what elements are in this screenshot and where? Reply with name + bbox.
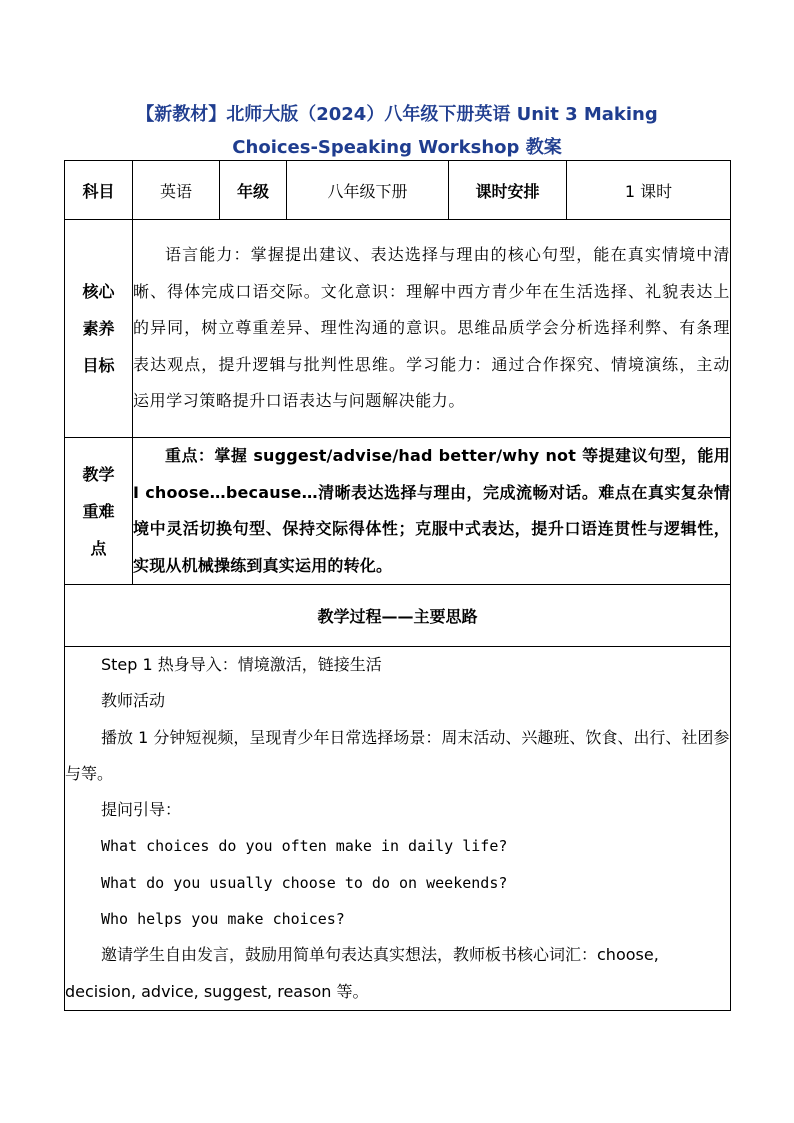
process-title-row xyxy=(65,585,731,647)
key-points-text xyxy=(133,438,731,585)
question-intro: 提问引导： xyxy=(101,800,182,820)
core-competence-paragraph: 语言能力：掌握提出建议、表达选择与理由的核心句型，能在真实情境中清晰、得体完成口语交际。文化意识：理解中西方青少年在生活选择、礼貌表达上的异同，树立尊重差异、理性沟通的意识。思维品质学会分析选择利弊、有条理表达观点，提升逻辑与批判性思维。学习能力：通过合作探究、情境演练，主动运用学习策略提升口语表达与问题解决能力。 xyxy=(133,245,730,411)
title-line-2: Choices-Speaking Workshop 教案 xyxy=(232,137,562,158)
question-2: What do you usually choose to do on weekends? xyxy=(101,873,508,892)
key-points-label xyxy=(65,438,133,585)
document-title xyxy=(64,98,730,164)
question-3: Who helps you make choices? xyxy=(101,910,345,929)
core-competence-row xyxy=(65,220,731,438)
key-label-line-2: 重难 xyxy=(82,501,115,521)
process-content xyxy=(65,647,731,1011)
info-row xyxy=(65,161,731,220)
core-competence-label xyxy=(65,220,133,438)
grade-label: 年级 xyxy=(220,161,287,220)
teacher-activity-label: 教师活动 xyxy=(101,691,166,711)
invite-description: 邀请学生自由发言，鼓励用简单句表达真实想法，教师板书核心词汇：choose, decision, advice, suggest, reason 等。 xyxy=(65,945,659,1001)
hours-label: 课时安排 xyxy=(449,161,567,220)
subject-label: 科目 xyxy=(65,161,133,220)
question-1: What choices do you often make in daily life? xyxy=(101,837,508,856)
subject-value: 英语 xyxy=(133,161,220,220)
process-section-title: 教学过程——主要思路 xyxy=(65,585,731,647)
step1-title: Step 1 热身导入：情境激活，链接生活 xyxy=(101,655,382,674)
key-points-row xyxy=(65,438,731,585)
key-label-line-3: 点 xyxy=(90,538,107,558)
core-label-line-2: 素养 xyxy=(82,319,115,338)
core-label-line-1: 核心 xyxy=(82,282,115,301)
core-competence-text xyxy=(133,220,731,438)
grade-value: 八年级下册 xyxy=(287,161,449,220)
key-points-paragraph: 重点：掌握 suggest/advise/had better/why not 等提建议句型，能用 I choose…because…清晰表达选择与理由，完成流畅对话。难点在真实复杂情境中灵活切换句型、保持交际得体性；克服中式表达，提升口语连贯性与逻辑性，实现从机械操练到真实运用的转化。 xyxy=(133,446,730,575)
video-description: 播放 1 分钟短视频，呈现青少年日常选择场景：周末活动、兴趣班、饮食、出行、社团参与等。 xyxy=(65,727,730,783)
core-label-line-3: 目标 xyxy=(82,356,115,375)
key-label-line-1: 教学 xyxy=(82,464,115,484)
process-content-row xyxy=(65,647,731,1011)
hours-value: 1 课时 xyxy=(567,161,731,220)
lesson-plan-table xyxy=(64,160,731,1011)
title-line-1: 【新教材】北师大版（2024）八年级下册英语 Unit 3 Making xyxy=(136,104,658,125)
